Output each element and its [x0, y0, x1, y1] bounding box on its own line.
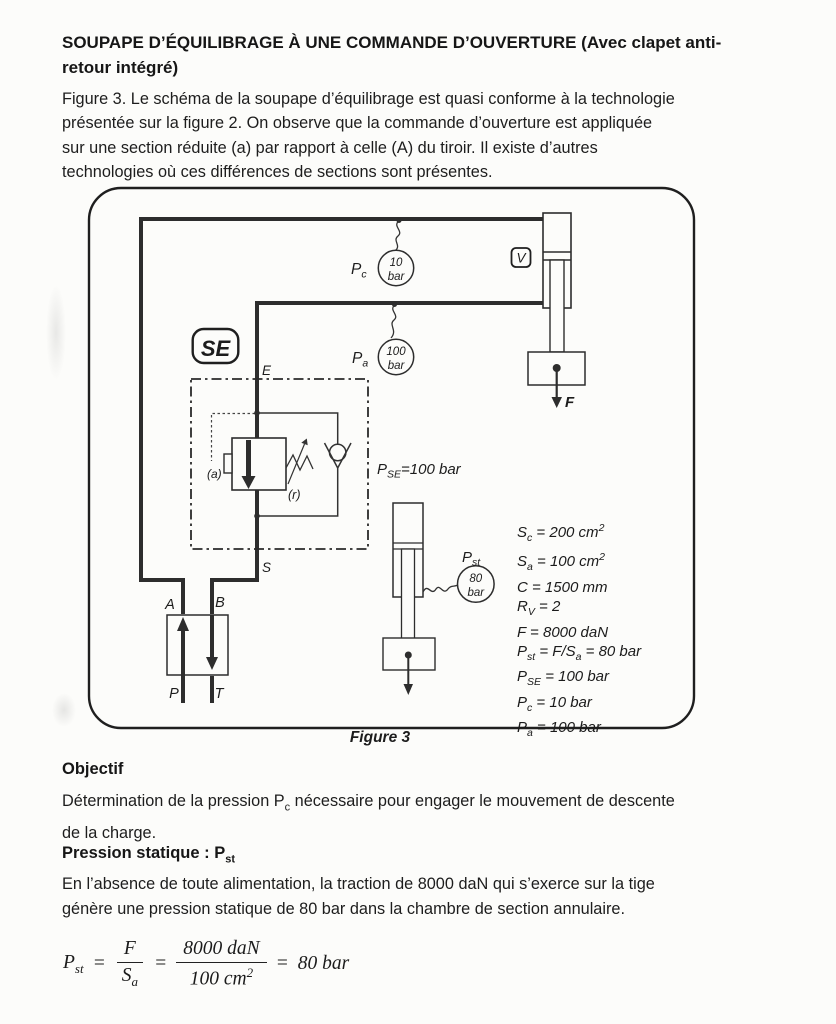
- static-cylinder: [383, 503, 435, 695]
- formula-result: 80 bar: [297, 953, 350, 974]
- param-line: $R_V = 2$: [517, 598, 561, 619]
- port-label-b: B: [215, 595, 225, 611]
- param-line: C = 1500 mm: [517, 578, 608, 596]
- node-label-s: S: [262, 560, 272, 575]
- balancing-valve-body: [232, 438, 286, 490]
- gauge-label: $P_c$: [351, 261, 367, 281]
- gauge-pc: [351, 250, 414, 285]
- spring-adjust-arrow: [288, 444, 305, 484]
- force-arrow-head: [552, 397, 563, 408]
- pse-setting-label: $P_{SE}=100$ bar: [377, 461, 461, 481]
- fraction-f-over-sa: $\frac{F}{S_a}$: [115, 938, 145, 990]
- main-cylinder: [528, 213, 585, 408]
- port-label-t: T: [214, 686, 224, 702]
- formula-lhs: $P_{st}$: [63, 951, 84, 976]
- gauge-value: 100: [386, 346, 406, 358]
- param-line: $P_c = 10$ bar: [517, 693, 592, 714]
- objectif-line1: Détermination de la pression $P_c$ nécessaire pour engager le mouvement de descente: [62, 792, 675, 814]
- param-line: $P_{st} = F/S_a = 80$ bar: [517, 643, 642, 664]
- gauge-unit: bar: [387, 271, 405, 283]
- port-label-a: A: [165, 597, 175, 613]
- page-title: [62, 31, 767, 80]
- param-line: $S_c = 200$ $cm^2$: [517, 522, 605, 544]
- static-pressure-formula: [63, 930, 349, 998]
- intro-line: Figure 3. Le schéma de la soupape d’équilibrage est quasi conforme à la technologie: [62, 90, 675, 108]
- parameter-list: [517, 519, 697, 744]
- pression-line: génère une pression statique de 80 bar dans la chambre de section annulaire.: [62, 900, 625, 919]
- intro-line: présentée sur la figure 2. On observe que la commande d’ouverture est appliquée: [62, 114, 653, 133]
- param-line: $P_{SE} = 100$ bar: [517, 668, 609, 689]
- param-line: $P_a = 100$ bar: [517, 719, 601, 740]
- fraction-numeric: $\frac{\text{8000 daN}}{100 cm^2}$: [176, 938, 266, 991]
- force-arrow-head: [404, 684, 414, 695]
- equals-sign: =: [92, 953, 106, 974]
- pilot-label: (a): [207, 467, 222, 481]
- page-title-line1: SOUPAPE D’ÉQUILIBRAGE À UNE COMMANDE D’OUVERTURE (Avec clapet anti-: [62, 33, 722, 52]
- node-label-e: E: [262, 363, 272, 378]
- se-tag-label: SE: [200, 336, 231, 361]
- gauge-hose-pst: [423, 585, 458, 592]
- pilot-piston: [224, 454, 232, 473]
- pression-statique-heading: Pression statique : $P_{st}$: [62, 844, 235, 866]
- junction-dot: [254, 410, 260, 416]
- piston-rod: [402, 549, 415, 639]
- piston-rod: [550, 260, 564, 352]
- gauge-hose-pc: [395, 221, 400, 251]
- gauge-pst: [458, 549, 495, 602]
- intro-line: technologies où ces différences de sections sont présentes.: [62, 163, 493, 182]
- equals-sign: =: [275, 953, 289, 974]
- directional-valve-body: [167, 615, 228, 675]
- v-tag-label: V: [516, 250, 526, 266]
- objectif-heading: Objectif: [62, 760, 124, 778]
- intro-line: sur une section réduite (a) par rapport à celle (A) du tiroir. Il existe d’autres: [62, 138, 598, 157]
- scan-smudge: [46, 285, 66, 380]
- pression-statique-paragraph: [62, 872, 772, 923]
- figure-caption: Figure 3: [349, 729, 411, 746]
- load-attach-dot: [405, 652, 412, 659]
- intro-paragraph: [62, 87, 772, 185]
- gauge-label: $P_a$: [352, 350, 369, 370]
- pipe-cap-side: [141, 219, 543, 614]
- page-title-line2: retour intégré): [62, 57, 179, 77]
- junction-dot: [254, 513, 260, 519]
- gauge-value: 80: [469, 573, 483, 585]
- equals-sign: =: [154, 953, 168, 974]
- gauge-unit: bar: [467, 587, 485, 599]
- scan-smudge: [52, 693, 76, 727]
- force-label: F: [565, 394, 575, 411]
- pression-line: En l’absence de toute alimentation, la traction de 8000 daN qui s’exerce sur la tige: [62, 875, 655, 893]
- objectif-line2: de la charge.: [62, 823, 157, 842]
- gauge-value: 10: [389, 257, 403, 269]
- gauge-pa: [352, 339, 414, 374]
- pipes: [141, 219, 543, 614]
- gauge-hose-pa: [391, 305, 396, 338]
- port-label-p: P: [169, 686, 179, 702]
- spring-label: (r): [288, 488, 301, 502]
- param-line: $S_a = 100$ $cm^2$: [517, 551, 605, 574]
- gauge-label: $P_{st}$: [462, 549, 481, 569]
- param-line: F = 8000 daN: [517, 623, 609, 641]
- gauge-unit: bar: [387, 360, 405, 372]
- objectif-paragraph: [62, 789, 772, 846]
